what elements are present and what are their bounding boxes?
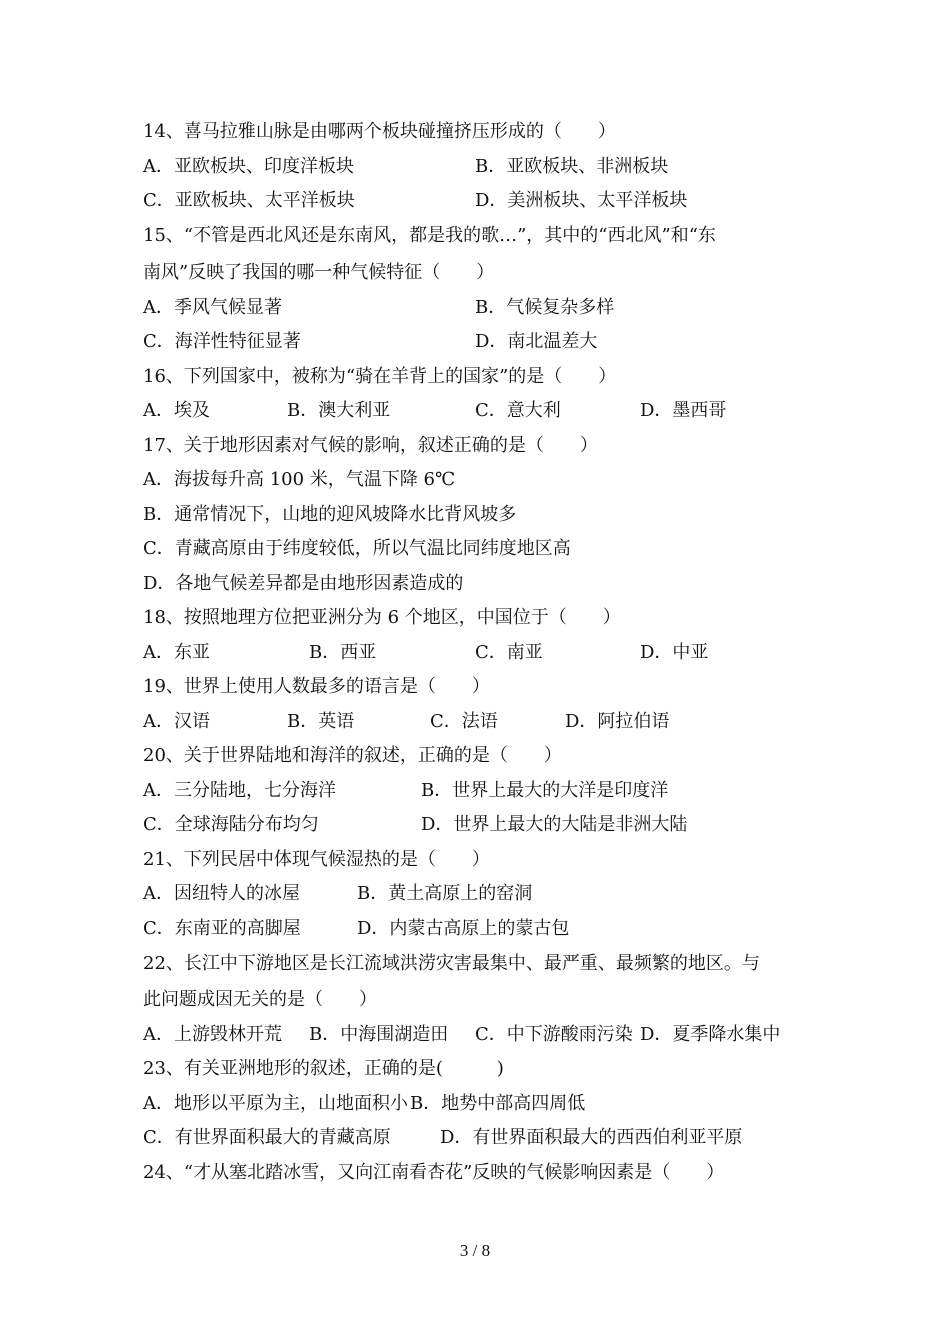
question-18-option-a: A．东亚	[143, 642, 210, 663]
question-15-stem-line-2: 南风”反映了我国的哪一种气候特征（ ）	[143, 262, 495, 283]
question-22-option-a: A．上游毁林开荒	[143, 1024, 282, 1045]
question-19-option-c: C．法语	[430, 711, 498, 732]
question-14-option-c: C．亚欧板块、太平洋板块	[143, 190, 355, 211]
question-16-option-a: A．埃及	[143, 400, 210, 421]
question-23-option-c: C．有世界面积最大的青藏高原	[143, 1127, 391, 1148]
question-20-option-b: B．世界上最大的大洋是印度洋	[421, 780, 669, 801]
question-19-option-a: A．汉语	[143, 711, 210, 732]
question-19-option-b: B．英语	[287, 711, 355, 732]
question-23-option-d: D．有世界面积最大的西西伯利亚平原	[440, 1127, 743, 1148]
question-17-option-d: D．各地气候差异都是由地形因素造成的	[143, 573, 464, 594]
question-20-option-c: C．全球海陆分布均匀	[143, 814, 319, 835]
question-20-option-a: A．三分陆地，七分海洋	[143, 780, 336, 801]
question-17-stem: 17、关于地形因素对气候的影响，叙述正确的是（ ）	[143, 435, 598, 456]
page-number: 3 / 8	[459, 1241, 491, 1260]
question-17-option-c: C．青藏高原由于纬度较低，所以气温比同纬度地区高	[143, 538, 571, 559]
question-18-option-d: D．中亚	[640, 642, 709, 663]
question-18-option-c: C．南亚	[475, 642, 543, 663]
question-14-option-b: B．亚欧板块、非洲板块	[475, 156, 669, 177]
question-19-stem: 19、世界上使用人数最多的语言是（ ）	[143, 676, 490, 697]
question-22-stem-line-1: 22、长江中下游地区是长江流域洪涝灾害最集中、最严重、最频繁的地区。与	[143, 953, 760, 974]
question-22-option-d: D．夏季降水集中	[640, 1024, 781, 1045]
question-24-stem: 24、“才从塞北踏冰雪，又向江南看杏花”反映的气候影响因素是（ ）	[143, 1162, 725, 1183]
question-16-option-b: B．澳大利亚	[287, 400, 391, 421]
question-16-stem: 16、下列国家中，被称为“骑在羊背上的国家”的是（ ）	[143, 366, 617, 387]
question-23-stem: 23、有关亚洲地形的叙述，正确的是( )	[143, 1058, 504, 1079]
question-19-option-d: D．阿拉伯语	[565, 711, 670, 732]
question-20-option-d: D．世界上最大的大陆是非洲大陆	[421, 814, 688, 835]
question-14-option-d: D．美洲板块、太平洋板块	[475, 190, 688, 211]
question-14-stem: 14、喜马拉雅山脉是由哪两个板块碰撞挤压形成的（ ）	[143, 121, 616, 142]
question-23-option-a: A．地形以平原为主，山地面积小	[143, 1093, 408, 1114]
question-14-option-a: A．亚欧板块、印度洋板块	[143, 156, 354, 177]
question-21-option-c: C．东南亚的高脚屋	[143, 918, 301, 939]
question-15-option-d: D．南北温差大	[475, 331, 598, 352]
question-22-option-c: C．中下游酸雨污染	[475, 1024, 633, 1045]
question-21-option-d: D．内蒙古高原上的蒙古包	[357, 918, 570, 939]
question-21-stem: 21、下列民居中体现气候湿热的是（ ）	[143, 849, 490, 870]
question-18-stem: 18、按照地理方位把亚洲分为 6 个地区，中国位于（ ）	[143, 607, 621, 628]
question-20-stem: 20、关于世界陆地和海洋的叙述，正确的是（ ）	[143, 745, 562, 766]
question-17-option-a: A．海拔每升高 100 米，气温下降 6℃	[143, 469, 456, 490]
question-15-stem-line-1: 15、“不管是西北风还是东南风，都是我的歌…”，其中的“西北风”和“东	[143, 225, 716, 246]
question-23-option-b: B．地势中部高四周低	[410, 1093, 586, 1114]
question-15-option-a: A．季风气候显著	[143, 297, 282, 318]
question-18-option-b: B．西亚	[309, 642, 377, 663]
question-22-stem-line-2: 此问题成因无关的是（ ）	[143, 989, 377, 1010]
question-22-option-b: B．中海围湖造田	[309, 1024, 449, 1045]
question-21-option-a: A．因纽特人的冰屋	[143, 883, 300, 904]
question-15-option-b: B．气候复杂多样	[475, 297, 615, 318]
question-21-option-b: B．黄土高原上的窑洞	[357, 883, 533, 904]
question-16-option-c: C．意大利	[475, 400, 561, 421]
question-17-option-b: B．通常情况下，山地的迎风坡降水比背风坡多	[143, 504, 517, 525]
question-15-option-c: C．海洋性特征显著	[143, 331, 301, 352]
question-16-option-d: D．墨西哥	[640, 400, 727, 421]
